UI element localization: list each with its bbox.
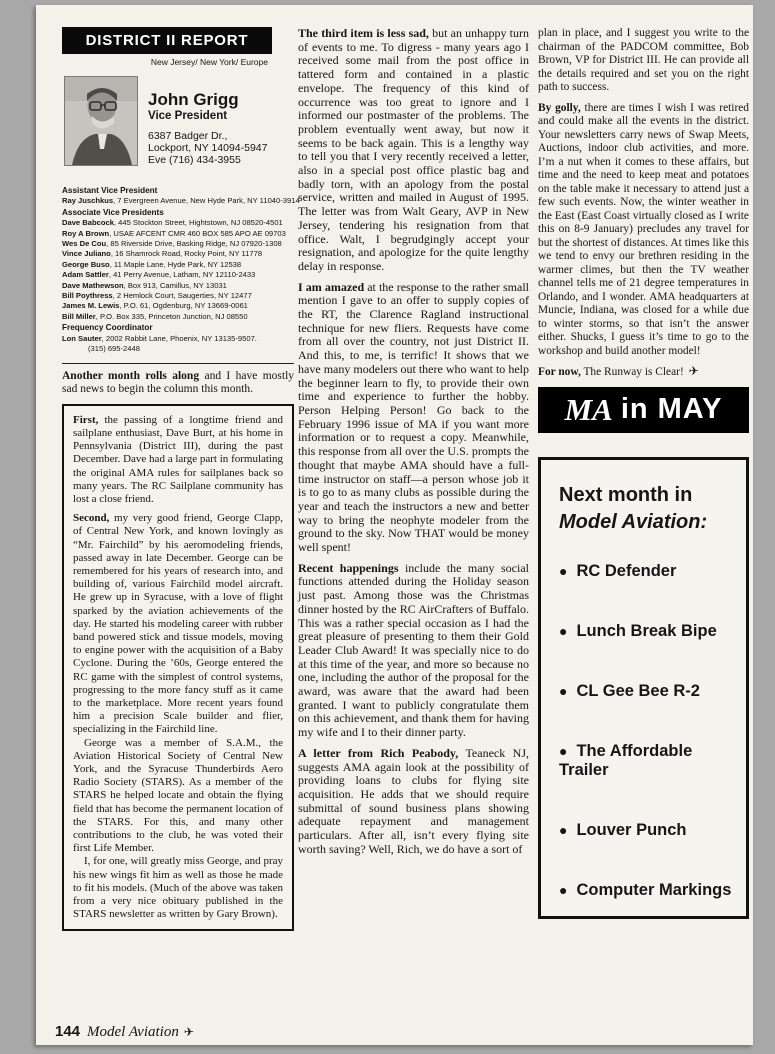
signoff	[538, 365, 749, 380]
next-month-magazine: Model Aviation:	[559, 510, 708, 533]
officer-entry	[62, 218, 294, 228]
officer-address: , P.O. 61, Ogdenburg, NY 13669-0061	[119, 301, 248, 311]
intro-paragraph	[62, 370, 294, 397]
paragraph-lead: A letter from Rich Peabody,	[298, 745, 459, 760]
vp-name: John Grigg	[148, 90, 239, 109]
next-month-box	[538, 457, 749, 919]
officer-address: , 2002 Rabbit Lane, Phoenix, NY 13135-9507.	[101, 333, 257, 343]
column-middle	[298, 27, 529, 863]
officer-entry	[62, 249, 294, 259]
column-right	[538, 27, 749, 919]
banner-text: in MAY	[620, 393, 723, 425]
vp-title: Vice President	[148, 110, 228, 122]
bullet-icon: ●	[559, 682, 568, 699]
officer-phone: (315) 695-2448	[88, 344, 140, 354]
officer-entry	[62, 270, 294, 280]
officer-address: , 445 Stockton Street, Hightstown, NJ 08520-4501	[113, 218, 283, 228]
portrait-illustration	[65, 77, 137, 165]
officer-role: Associate Vice Presidents	[62, 207, 164, 217]
officer-entry	[62, 334, 294, 344]
officer-role: Assistant Vice President	[62, 186, 158, 195]
column-left	[62, 21, 300, 931]
divider	[62, 363, 294, 364]
vp-photo	[64, 76, 138, 166]
next-month-item	[559, 821, 738, 840]
officer-address: , 16 Shamrock Road, Rocky Point, NY 11778	[110, 249, 263, 259]
page-footer	[55, 1023, 194, 1041]
next-month-item-label: Lunch Break Bipe	[576, 621, 717, 640]
officer-address: , 85 Riverside Drive, Basking Ridge, NJ 07920-1308	[106, 239, 282, 249]
officer-address: , USAE AFCENT CMR 460 BOX 585 APO AE 09703	[109, 228, 286, 238]
district-report-header: DISTRICT II REPORT	[62, 27, 272, 54]
paragraph-lead: I am amazed	[298, 279, 365, 294]
vp-address	[148, 130, 267, 166]
paragraph-lead: By golly,	[538, 101, 581, 114]
paragraph-lead: First,	[73, 413, 99, 426]
ma-in-may-banner	[538, 387, 749, 433]
officer-entry	[62, 229, 294, 239]
region-label: New Jersey/ New York/ Europe	[150, 57, 268, 67]
paragraph-body: Teaneck NJ, suggests AMA again look at the possibility of providing loans to clubs for flying site acquisition. He adds that we should require submittal of sound business plans showing adequate repayment and management particulars. After all, isn’t every flying site worth saving? Well, Rich, we do have a sort of	[298, 745, 529, 856]
officer-name: James M. Lewis	[62, 301, 120, 311]
officer-address: , 11 Maple Lane, Hyde Park, NY 12538	[109, 259, 242, 269]
officer-entry	[62, 239, 294, 249]
officer-address: , P.O. Box 335, Princeton Junction, NJ 08550	[95, 311, 248, 321]
officer-name: Roy A Brown	[62, 228, 110, 238]
officer-name: George Buso	[62, 259, 110, 269]
obituary-paragraph-second	[73, 512, 283, 736]
paragraph-body: my very good friend, George Clapp, of Central New York, and known lovingly as “Mr. Fairchild” by his aeromodeling friends, passed away in late December. George can be remembered for his years of research into, and building of, various Fairchild model aircraft. He grew up in Syracuse, with a love of flight sparked by the aviation achievements of the day. He started his modeling career with rubber band powered stick and tissue models, moving to engine power with the acquisition of a Baby Cyclone. During the ’60s, George entered the RC game with the simplest of control systems, progressing to the more fancy stuff as it came to the marketplace. More recent years found him a precision Scale builder and flier, specializing in the Fairchild line.	[73, 512, 283, 736]
next-month-item-label: Louver Punch	[576, 820, 687, 839]
bullet-icon: ●	[559, 742, 568, 759]
obituary-box	[62, 404, 294, 932]
officer-entry	[62, 281, 294, 291]
paragraph-body: and I have mostly sad news to begin the column this month.	[62, 369, 295, 396]
officers-list	[62, 186, 300, 355]
officer-address: , 2 Hemlock Court, Saugerties, NY 12477	[112, 291, 252, 301]
plane-icon: ✈	[688, 364, 699, 378]
officer-name: Lon Sauter	[62, 333, 102, 343]
officer-name: Bill Miller	[62, 311, 96, 321]
officer-name: Dave Mathewson	[62, 280, 124, 290]
officer-entry	[62, 312, 294, 322]
vp-address-line1: 6387 Badger Dr.,	[148, 130, 228, 142]
paragraph-body: at the response to the rather small mention I gave to an offer to supply copies of the RT, the Clarence Ragland instructional technique for new fliers. Requests have come from all over the country, not just District II. And this, to me, is terrific! It shows that we have many modelers out there who want to help the beginner learn to fly, to provide their own time and experience to further the hobby. Person Helping Person! Go back to the February 1996 issue of MA if you want more information or to request a copy. Meanwhile, this response from all over the U.S. prompts the thought that maybe AMA should have a full-time instructor on staff—a person whose job it is to go to as many clubs as possible during the year and teach the instructors a new and better way to bring the neophyte modeler from the ground to the sky. Now THAT would be money well spent!	[298, 279, 529, 555]
next-month-item-label: RC Defender	[576, 561, 677, 580]
paragraph-recent-happenings	[298, 562, 529, 740]
ma-logo: MA	[564, 391, 613, 427]
officer-name: Wes De Cou	[62, 239, 107, 249]
paragraph-lead: Recent happenings	[298, 560, 399, 575]
bullet-icon: ●	[559, 821, 568, 838]
paragraph-by-golly	[538, 102, 749, 359]
plane-icon: ✈	[183, 1025, 194, 1039]
officer-entry	[62, 260, 294, 270]
next-month-item	[559, 881, 738, 900]
paragraph-plan-in-place: plan in place, and I suggest you write to the chairman of the PADCOM committee, Bob Brown, VP for District III. He can provide all the details required and set you on the right path to success.	[538, 27, 749, 93]
page-number: 144	[55, 1023, 81, 1040]
next-month-item	[559, 622, 738, 641]
paragraph-body: include the many social functions attended during the Holiday season just past. Among those was the Christmas dinner hosted by the RC AirCrafters of Buffalo. This was a rather special occasion as I had the great pleasure of presenting to them their Gold Leader Club Award! It was specially nice to do at this time of the year, and more so because no one, including the author of the proposal for the award, was aware that the award had been granted. I want to publicly congratulate them on this achievement, and thank them for having my wife and I to their dinner party.	[298, 560, 529, 740]
next-month-item	[559, 742, 738, 780]
officer-role: Frequency Coordinator	[62, 323, 153, 333]
paragraph-lead: The third item is less sad,	[298, 26, 429, 40]
officer-name: Vince Juliano	[62, 249, 111, 259]
paragraph-body: the passing of a longtime friend and sailplane enthusiast, Dave Burt, at his home in Pennsylvania (District III), during the past December. Dave had a large part in formulating the original AMA rules for sailplanes back so many years. The RC Sailplane community has lost a close friend.	[73, 413, 283, 505]
next-month-item-label: Computer Markings	[576, 880, 732, 899]
officer-name: Adam Sattler	[62, 270, 109, 280]
next-month-item-label: The Affordable Trailer	[559, 741, 693, 779]
officer-entry	[62, 196, 300, 206]
obituary-paragraph-stars: George was a member of S.A.M., the Aviation Historical Society of Central New York, and the Syracuse Thunderbirds Aero Radio Society (STARS). As a member of the STARS he helped locate and obtain the flying field that has become the permanent location of the STARS. For this, and many other contributions to the club, he was voted their first Life Member.	[73, 736, 283, 855]
paragraph-lead: Second,	[73, 512, 110, 525]
next-month-list	[559, 562, 738, 900]
paragraph-body: but an unhappy turn of events to me. To digress - many years ago I received some mail from the post office in tattered form and contained in a plastic envelope. The frequency of this kind of occurrence was too great to ignore and I informed our postmaster of the problems. The problem eventually went away, but now it seems to be back again. This is a lengthy way to tell you that I very recently received a letter, also in a special post office plastic bag and badly torn, with an apology from the postal service, written and mailed in August of 1995. The letter was from Walt Geary, AVP in New Jersey, tendering his resignation from that office. Walt, I begrudgingly accept your resignation, and apologize for the quite lengthy delay in response.	[298, 26, 529, 273]
officer-name: Bill Poythress	[62, 291, 113, 301]
obituary-paragraph-farewell: I, for one, will greatly miss George, and pray his new wings fit him as well as those he made to fit his models. (Much of the above was taken from a very nice obituary published in the STARS newsletter as written by Gary Brown).	[73, 855, 283, 921]
next-month-item	[559, 562, 738, 581]
vp-address-line2: Lockport, NY 14094-5947	[148, 142, 268, 154]
bullet-icon: ●	[559, 881, 568, 898]
officer-address: , 7 Evergreen Avenue, New Hyde Park, NY 11040-3914	[113, 196, 300, 206]
magazine-name: Model Aviation	[87, 1024, 179, 1040]
paragraph-third-item	[298, 27, 529, 274]
paragraph-letter-peabody	[298, 747, 529, 857]
paragraph-lead: Another month rolls along	[62, 369, 200, 382]
signoff-lead: For now,	[538, 366, 581, 378]
vp-phone: Eve (716) 434-3955	[148, 154, 241, 166]
officer-address: , 41 Perry Avenue, Latham, NY 12110-2433	[108, 270, 256, 280]
officer-name: Ray Juschkus	[62, 196, 114, 206]
obituary-paragraph-first	[73, 414, 283, 506]
signoff-text: The Runway is Clear!	[580, 366, 684, 378]
next-month-heading: Next month in	[559, 483, 693, 506]
officer-address: , Box 913, Camillus, NY 13031	[123, 280, 227, 290]
paragraph-amazed	[298, 281, 529, 555]
next-month-item	[559, 682, 738, 701]
next-month-item-label: CL Gee Bee R-2	[576, 681, 700, 700]
paragraph-body: there are times I wish I was retired and could make all the events in the district. Your newsletters carry news of Swap Meets, Auctions, indoor club activities, and more. I’m a nut when it comes to these affairs, but time and the need to keep meat and potatoes on the table make it necessary to attend just a few such events. Now, the winter weather in the East (East Coast virtually closed as I write this on 8-9 January) precludes any travel for but the shortest of distances. At times like this we tend to envy our brethren residing in the warmer climes, but then the TV weather channel tells me of 21 degree temperatures in Orlando, and I wonder. AMA headquarters at Muncie, Indiana, was closed for a while due to winter storms, so that isn’t the answer either. Shucks, I guess it’s time to go to the workshop and build another model!	[538, 101, 750, 357]
vp-info-block	[62, 76, 294, 180]
officer-name: Dave Babcock	[62, 218, 114, 228]
officer-entry	[62, 291, 294, 301]
bullet-icon: ●	[559, 562, 568, 579]
bullet-icon: ●	[559, 622, 568, 639]
magazine-page	[36, 5, 753, 1045]
officer-entry	[62, 301, 294, 311]
